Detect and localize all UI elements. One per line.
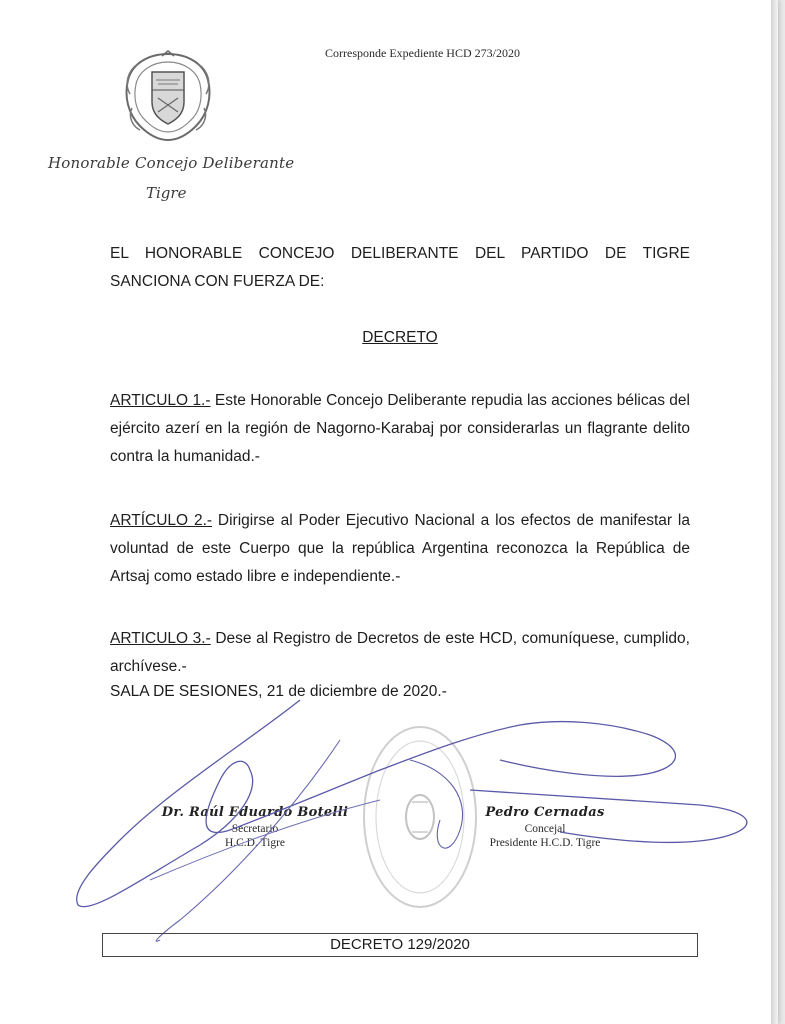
signatory-president-name: Pedro Cernadas [485,805,605,820]
session-date: SALA DE SESIONES, 21 de diciembre de 2020.- [110,683,447,700]
signatory-secretary-name: Dr. Raúl Eduardo Botelli [161,805,349,820]
expediente-reference: Corresponde Expediente HCD 273/2020 [325,46,520,60]
institution-name: Honorable Concejo Deliberante [48,154,295,172]
article-1 [110,387,690,471]
signatory-president [470,806,620,850]
signatory-president-org: Presidente H.C.D. Tigre [489,837,601,849]
article-3-label: ARTICULO 3.- [110,630,211,647]
decree-title: DECRETO [362,329,438,346]
decree-number-box: DECRETO 129/2020 [102,933,698,957]
article-1-label: ARTICULO 1.- [110,392,211,409]
page-edge [771,0,778,1024]
article-3-text: Dese al Registro de Decretos de este HCD, comuníquese, cumplido, archívese.- [110,630,690,675]
article-2 [110,507,690,591]
signatory-president-role: Concejal [524,823,566,835]
article-2-text: Dirigirse al Poder Ejecutivo Nacional a los efectos de manifestar la voluntad de este Cuerpo que la república Argentina reconozca la República de Artsaj como estado libre e independiente.- [110,512,690,585]
signatory-secretary [150,806,360,850]
coat-of-arms-seal-icon [118,50,218,142]
signatory-secretary-org: H.C.D. Tigre [224,837,286,849]
institution-city: Tigre [146,184,187,202]
signatory-secretary-role: Secretario [231,823,279,835]
official-stamp-icon [360,722,480,912]
article-1-text: Este Honorable Concejo Deliberante repudia las acciones bélicas del ejército azerí en la región de Nagorno-Karabaj por considerarlas un flagrante delito contra la humanidad.- [110,392,690,465]
article-3 [110,625,690,681]
decree-heading: EL HONORABLE CONCEJO DELIBERANTE DEL PARTIDO DE TIGRE SANCIONA CON FUERZA DE: [110,245,690,290]
article-2-label: ARTÍCULO 2.- [110,512,213,529]
